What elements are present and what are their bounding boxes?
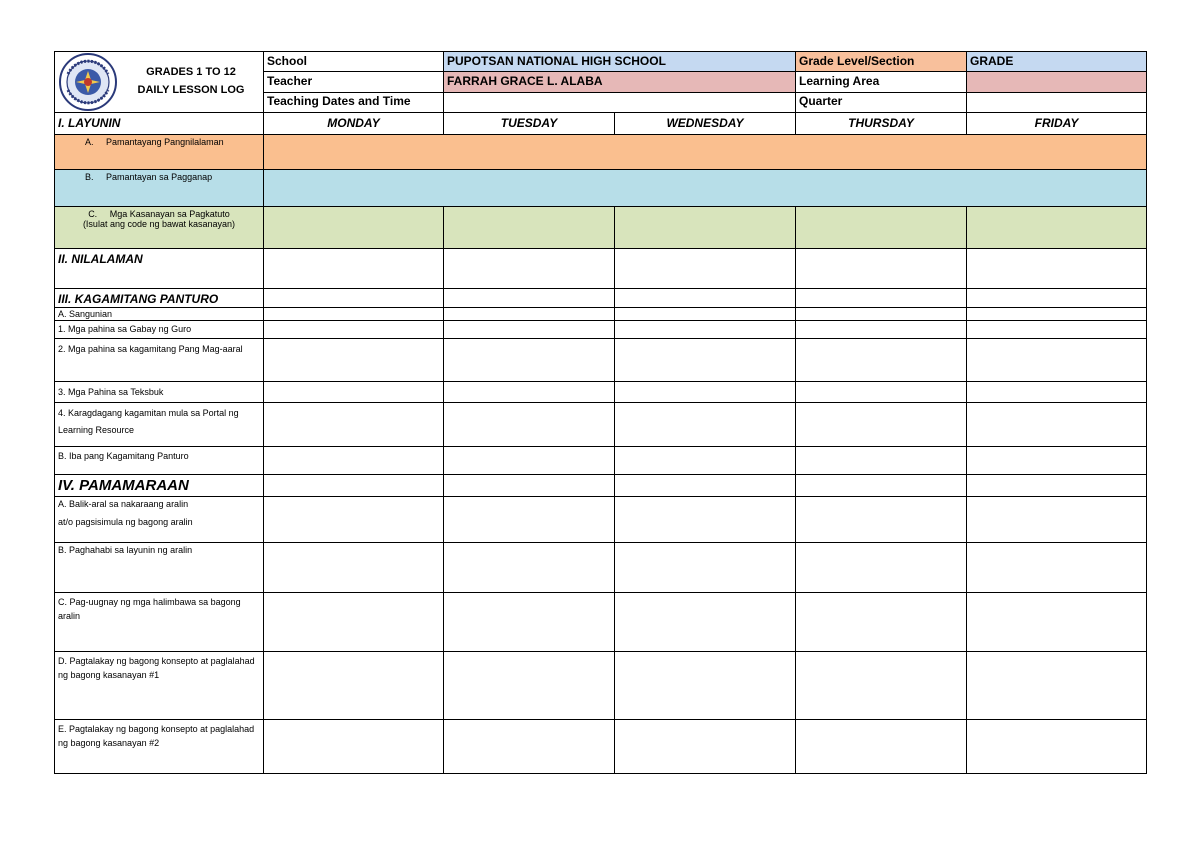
cell-k1-thursday[interactable] xyxy=(796,321,967,339)
cell-k2-friday[interactable] xyxy=(967,339,1147,382)
teacher-value[interactable]: FARRAH GRACE L. ALABA xyxy=(444,72,796,92)
cell-k4-wednesday[interactable] xyxy=(615,403,796,447)
section-layunin: I. LAYUNIN xyxy=(55,113,264,135)
section-nilalaman: II. NILALAMAN xyxy=(55,249,264,289)
cell-pa-tuesday[interactable] xyxy=(444,497,615,543)
cell-k1-wednesday[interactable] xyxy=(615,321,796,339)
cell-pc-thursday[interactable] xyxy=(796,593,967,652)
day-wednesday: WEDNESDAY xyxy=(615,113,796,135)
cell-k4-monday[interactable] xyxy=(264,403,444,447)
pamamaraan-d-label: D. Pagtalakay ng bagong konsepto at paglalahad ng bagong kasanayan #1 xyxy=(55,652,264,720)
cell-c-thursday[interactable] xyxy=(796,207,967,249)
title-grades: GRADES 1 TO 12 xyxy=(146,66,236,79)
layunin-a-label xyxy=(55,135,264,170)
cell-kb-friday[interactable] xyxy=(967,447,1147,475)
cell-c-tuesday[interactable] xyxy=(444,207,615,249)
cell-c-wednesday[interactable] xyxy=(615,207,796,249)
pamamaraan-a-line1: A. Balik-aral sa nakaraang aralin xyxy=(58,499,189,509)
pamamaraan-b-label: B. Paghahabi sa layunin ng aralin xyxy=(55,543,264,593)
layunin-a-content[interactable] xyxy=(264,135,1147,170)
kagamitan-2-label: 2. Mga pahina sa kagamitang Pang Mag-aaral xyxy=(55,339,264,382)
cell-ka-thursday[interactable] xyxy=(796,308,967,321)
cell-pc-tuesday[interactable] xyxy=(444,593,615,652)
learning-area-value[interactable] xyxy=(967,72,1147,92)
grade-level-label: Grade Level/Section xyxy=(796,52,967,72)
cell-pam-monday[interactable] xyxy=(264,475,444,497)
cell-nilalaman-wednesday[interactable] xyxy=(615,249,796,289)
cell-ka-wednesday[interactable] xyxy=(615,308,796,321)
title-daily-lesson-log: DAILY LESSON LOG xyxy=(137,84,245,96)
cell-kagamitan-wednesday[interactable] xyxy=(615,289,796,308)
cell-nilalaman-friday[interactable] xyxy=(967,249,1147,289)
cell-kagamitan-friday[interactable] xyxy=(967,289,1147,308)
cell-pc-monday[interactable] xyxy=(264,593,444,652)
kagamitan-a-label: A. Sangunian xyxy=(55,308,264,321)
cell-ka-monday[interactable] xyxy=(264,308,444,321)
cell-pb-thursday[interactable] xyxy=(796,543,967,593)
cell-k1-friday[interactable] xyxy=(967,321,1147,339)
layunin-a-text: Pamantayang Pangnilalaman xyxy=(106,137,224,147)
cell-pd-monday[interactable] xyxy=(264,652,444,720)
cell-ka-tuesday[interactable] xyxy=(444,308,615,321)
cell-pam-wednesday[interactable] xyxy=(615,475,796,497)
layunin-b-content[interactable] xyxy=(264,170,1147,207)
cell-pe-tuesday[interactable] xyxy=(444,720,615,774)
cell-pa-thursday[interactable] xyxy=(796,497,967,543)
cell-k3-monday[interactable] xyxy=(264,382,444,403)
cell-pd-thursday[interactable] xyxy=(796,652,967,720)
cell-k2-wednesday[interactable] xyxy=(615,339,796,382)
cell-pd-tuesday[interactable] xyxy=(444,652,615,720)
cell-pd-wednesday[interactable] xyxy=(615,652,796,720)
section-pamamaraan: IV. PAMAMARAAN xyxy=(55,475,264,497)
layunin-c-note: (Isulat ang code ng bawat kasanayan) xyxy=(82,219,236,230)
cell-kagamitan-thursday[interactable] xyxy=(796,289,967,308)
cell-pe-friday[interactable] xyxy=(967,720,1147,774)
cell-pam-tuesday[interactable] xyxy=(444,475,615,497)
cell-pb-friday[interactable] xyxy=(967,543,1147,593)
cell-kb-monday[interactable] xyxy=(264,447,444,475)
teaching-dates-value[interactable] xyxy=(444,92,796,112)
cell-nilalaman-tuesday[interactable] xyxy=(444,249,615,289)
cell-pa-monday[interactable] xyxy=(264,497,444,543)
quarter-value[interactable] xyxy=(967,92,1147,112)
layunin-b-label xyxy=(55,170,264,207)
cell-k1-tuesday[interactable] xyxy=(444,321,615,339)
cell-pd-friday[interactable] xyxy=(967,652,1147,720)
layunin-b-text: Pamantayan sa Pagganap xyxy=(106,172,213,182)
header-title-cell xyxy=(55,52,264,113)
section-kagamitan: III. KAGAMITANG PANTURO xyxy=(55,289,264,308)
cell-k4-tuesday[interactable] xyxy=(444,403,615,447)
school-value[interactable]: PUPOTSAN NATIONAL HIGH SCHOOL xyxy=(444,52,796,72)
pamamaraan-a-label xyxy=(55,497,264,543)
cell-pe-monday[interactable] xyxy=(264,720,444,774)
pamamaraan-e-label: E. Pagtalakay ng bagong konsepto at paglalahad ng bagong kasanayan #2 xyxy=(55,720,264,774)
layunin-c-label xyxy=(55,207,264,249)
school-label: School xyxy=(264,52,444,72)
cell-k3-tuesday[interactable] xyxy=(444,382,615,403)
cell-pa-wednesday[interactable] xyxy=(615,497,796,543)
cell-kagamitan-monday[interactable] xyxy=(264,289,444,308)
layunin-b-letter: B. xyxy=(85,172,94,182)
deped-seal-icon xyxy=(58,52,118,112)
cell-ka-friday[interactable] xyxy=(967,308,1147,321)
cell-k3-thursday[interactable] xyxy=(796,382,967,403)
learning-area-label: Learning Area xyxy=(796,72,967,92)
cell-pc-friday[interactable] xyxy=(967,593,1147,652)
cell-pc-wednesday[interactable] xyxy=(615,593,796,652)
cell-k4-friday[interactable] xyxy=(967,403,1147,447)
cell-pa-friday[interactable] xyxy=(967,497,1147,543)
daily-lesson-log-table xyxy=(54,51,1147,774)
cell-kb-wednesday[interactable] xyxy=(615,447,796,475)
cell-k1-monday[interactable] xyxy=(264,321,444,339)
cell-pam-thursday[interactable] xyxy=(796,475,967,497)
kagamitan-b-label: B. Iba pang Kagamitang Panturo xyxy=(55,447,264,475)
day-tuesday: TUESDAY xyxy=(444,113,615,135)
cell-pe-thursday[interactable] xyxy=(796,720,967,774)
layunin-c-text: Mga Kasanayan sa Pagkatuto xyxy=(109,209,230,219)
cell-pb-wednesday[interactable] xyxy=(615,543,796,593)
cell-k3-friday[interactable] xyxy=(967,382,1147,403)
quarter-label: Quarter xyxy=(796,92,967,112)
cell-pe-wednesday[interactable] xyxy=(615,720,796,774)
cell-k2-thursday[interactable] xyxy=(796,339,967,382)
kagamitan-1-label: 1. Mga pahina sa Gabay ng Guro xyxy=(55,321,264,339)
pamamaraan-c-label: C. Pag-uugnay ng mga halimbawa sa bagong aralin xyxy=(55,593,264,652)
day-friday: FRIDAY xyxy=(967,113,1147,135)
cell-pb-monday[interactable] xyxy=(264,543,444,593)
cell-k2-tuesday[interactable] xyxy=(444,339,615,382)
teacher-label: Teacher xyxy=(264,72,444,92)
kagamitan-4-label: 4. Karagdagang kagamitan mula sa Portal ng Learning Resource xyxy=(55,403,264,447)
cell-pb-tuesday[interactable] xyxy=(444,543,615,593)
cell-k4-thursday[interactable] xyxy=(796,403,967,447)
day-monday: MONDAY xyxy=(264,113,444,135)
cell-kb-tuesday[interactable] xyxy=(444,447,615,475)
grade-level-value[interactable]: GRADE xyxy=(967,52,1147,72)
cell-c-monday[interactable] xyxy=(264,207,444,249)
cell-k3-wednesday[interactable] xyxy=(615,382,796,403)
kagamitan-3-label: 3. Mga Pahina sa Teksbuk xyxy=(55,382,264,403)
cell-nilalaman-thursday[interactable] xyxy=(796,249,967,289)
cell-c-friday[interactable] xyxy=(967,207,1147,249)
layunin-a-letter: A. xyxy=(85,137,94,147)
teaching-dates-label: Teaching Dates and Time xyxy=(264,92,444,112)
cell-nilalaman-monday[interactable] xyxy=(264,249,444,289)
cell-kagamitan-tuesday[interactable] xyxy=(444,289,615,308)
layunin-c-letter: C. xyxy=(88,209,98,219)
cell-kb-thursday[interactable] xyxy=(796,447,967,475)
cell-k2-monday[interactable] xyxy=(264,339,444,382)
pamamaraan-a-line2: at/o pagsisimula ng bagong aralin xyxy=(58,517,193,528)
cell-pam-friday[interactable] xyxy=(967,475,1147,497)
day-thursday: THURSDAY xyxy=(796,113,967,135)
